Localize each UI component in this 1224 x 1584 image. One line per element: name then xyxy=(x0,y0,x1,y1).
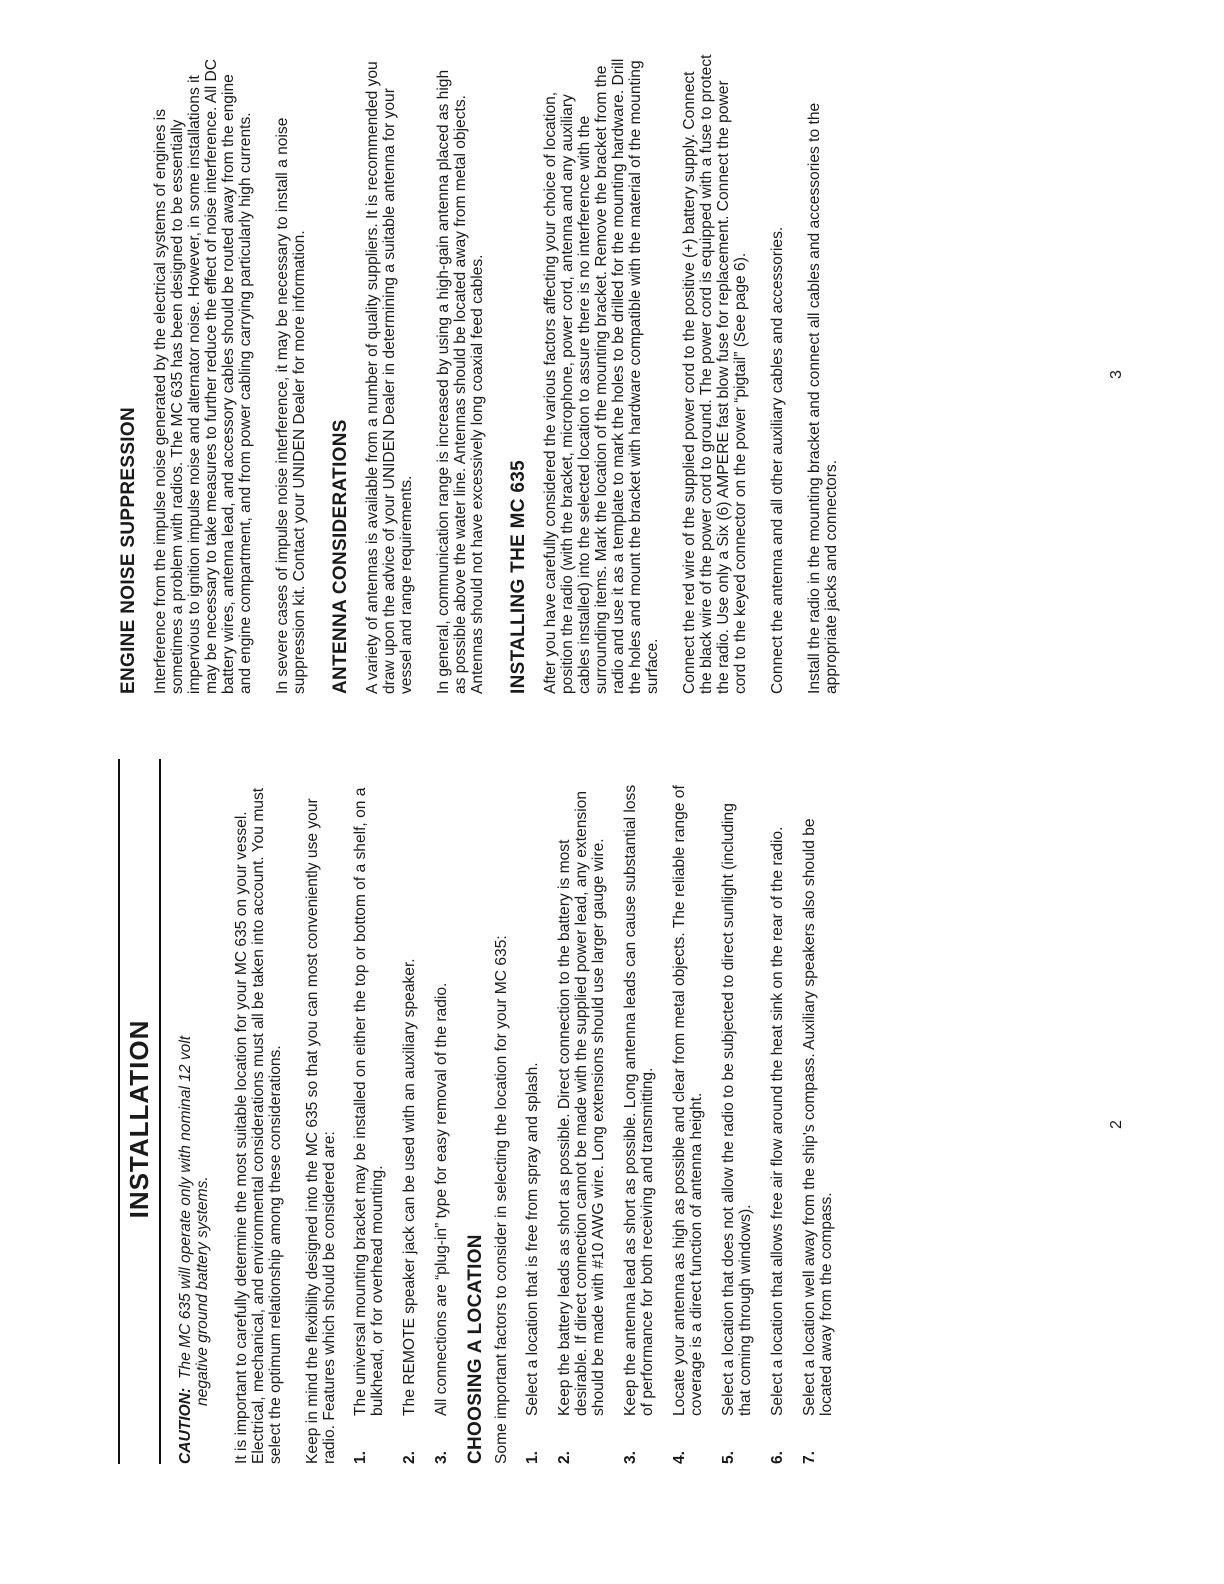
intro-paragraph-1: It is important to carefully determine the most suitable location for your MC 635 on your vessel. Electrical, mechanical, and environmental considerations must all be taken into account. You must select the optimum relationship among these considerations. xyxy=(233,787,284,1464)
location-steps-list xyxy=(524,774,835,1464)
list-item xyxy=(671,774,705,1464)
list-item-text: Select a location that allows free air flow around the heat sink on the rear of the radio. xyxy=(769,826,786,1416)
list-item xyxy=(556,774,607,1464)
engine-noise-heading: ENGINE NOISE SUPPRESSION xyxy=(118,407,139,694)
list-item xyxy=(769,774,786,1464)
choosing-intro: Some important factors to consider in selecting the location for your MC 635: xyxy=(493,935,510,1464)
list-item xyxy=(524,774,541,1464)
list-item-number: 1. xyxy=(524,1450,541,1464)
list-item-text: The universal mounting bracket may be installed on either the top or bottom of a shelf, on a bulkhead, or for overhead mounting. xyxy=(352,787,386,1416)
antenna-paragraph-2: In general, communication range is increased by using a high-gain antenna placed as high as possible above the water line. Antennas should be located away from metal objects. Antennas should not have excessively long coaxial feed cables. xyxy=(435,69,486,694)
list-item-number: 7. xyxy=(801,1450,818,1464)
list-item-text: Select a location that does not allow the radio to be subjected to direct sunlight (including that coming through windows). xyxy=(720,803,754,1416)
list-item xyxy=(801,774,835,1464)
list-item-number: 3. xyxy=(622,1450,639,1464)
installing-paragraph-2: Connect the red wire of the supplied power cord to the positive (+) battery supply. Connect the black wire of the power cord to ground. The power cord is equipped with a fuse to protect the radio. Use only a Six (6) AMPERE fast blow fuse for replacement. Connect the power cord to the keyed connector on the power “pigtail” (See page 6). xyxy=(681,54,749,694)
list-item-text: Locate your antenna as high as possible and clear from metal objects. The reliable range of coverage is a direct function of antenna height. xyxy=(671,785,705,1416)
caution-line-1: The MC 635 will operate only with nominal 12 volt xyxy=(177,1035,194,1380)
list-item-text: Keep the battery leads as short as possible. Direct connection to the battery is most desirable. If direct connection cannot be made with the supplied power lead, any extension should be made with #10 AWG wire. Long extensions should use larger gauge wire. xyxy=(556,790,607,1416)
list-item-number: 2. xyxy=(401,1450,418,1464)
engine-paragraph-1: Interference from the impulse noise generated by the electrical systems of engines is sometimes a problem with radios. The MC 635 has been designed to be essentially impervious to ignition impulse noise and alternator noise. However, in some installations it may be necessary to take measures to further reduce the effect of noise interference. All DC battery wires, antenna lead, and accessory cables should be routed away from the engine and engine compartment, and from power cabling carrying particularly high currents. xyxy=(152,58,254,694)
list-item-number: 1. xyxy=(352,1450,369,1464)
page-number-3: 3 xyxy=(1108,370,1125,379)
antenna-heading: ANTENNA CONSIDERATIONS xyxy=(330,419,351,694)
list-item-text: Select a location that is free from spray and splash. xyxy=(524,1062,541,1416)
caution-label: CAUTION: xyxy=(177,1387,194,1464)
features-list xyxy=(352,774,450,1464)
installing-paragraph-3: Connect the antenna and all other auxiliary cables and accessories. xyxy=(769,226,786,694)
installing-paragraph-1: After you have carefully considered the various factors affecting your choice of location, position the radio (with the bracket, microphone, power cord, antenna and any auxiliary cables installed) into the selected location to assure there is no interference with the surrounding items. Mark the location of the mounting bracket. Remove the bracket from the radio and use it as a template to mark the holes to be drilled for the mounting hardware. Drill the holes and mount the bracket with hardware compatible with the material of the mounting surface. xyxy=(542,58,661,694)
installing-heading: INSTALLING THE MC 635 xyxy=(508,460,529,694)
page-number-2: 2 xyxy=(1108,1120,1125,1129)
list-item-text: All connections are “plug-in” type for easy removal of the radio. xyxy=(433,982,450,1416)
page-3 xyxy=(118,54,860,694)
list-item-number: 5. xyxy=(720,1450,737,1464)
list-item-number: 6. xyxy=(769,1450,786,1464)
list-item-text: Select a location well away from the ship's compass. Auxiliary speakers also should be located away from the compass. xyxy=(801,818,835,1416)
engine-paragraph-2: In severe cases of impulse noise interference, it may be necessary to install a noise suppression kit. Contact your UNIDEN Dealer for more information. xyxy=(274,117,308,694)
antenna-paragraph-1: A variety of antennas is available from a number of quality suppliers. It is recommended you draw upon the advice of your UNIDEN Dealer in determining a suitable antenna for your vessel and range requirements. xyxy=(364,61,415,694)
list-item xyxy=(622,774,656,1464)
page-2 xyxy=(118,774,850,1464)
list-item xyxy=(720,774,754,1464)
list-item-text: The REMOTE speaker jack can be used with an auxiliary speaker. xyxy=(401,958,418,1416)
title-rule-bottom xyxy=(159,759,161,1464)
list-item xyxy=(352,774,386,1464)
caution-line-2: negative ground battery systems. xyxy=(194,1176,211,1406)
list-item-text: Keep the antenna lead as short as possible. Long antenna leads can cause substantial loss of performance for both receiving and transmitting. xyxy=(622,784,656,1416)
intro-paragraph-2: Keep in mind the flexibility designed into the MC 635 so that you can most conveniently use your radio. Features which should be considered are: xyxy=(304,798,338,1464)
page-title: INSTALLATION xyxy=(124,1019,154,1219)
list-item xyxy=(433,774,450,1464)
installing-paragraph-4: Install the radio in the mounting bracket and connect all cables and accessories to the appropriate jacks and connectors. xyxy=(806,102,840,694)
choosing-location-heading: CHOOSING A LOCATION xyxy=(465,1234,486,1464)
list-item-number: 4. xyxy=(671,1450,688,1464)
caution-note xyxy=(177,774,211,1464)
title-rule-top xyxy=(118,759,120,1464)
list-item-number: 3. xyxy=(433,1450,450,1464)
list-item xyxy=(401,774,418,1464)
list-item-number: 2. xyxy=(556,1450,573,1464)
